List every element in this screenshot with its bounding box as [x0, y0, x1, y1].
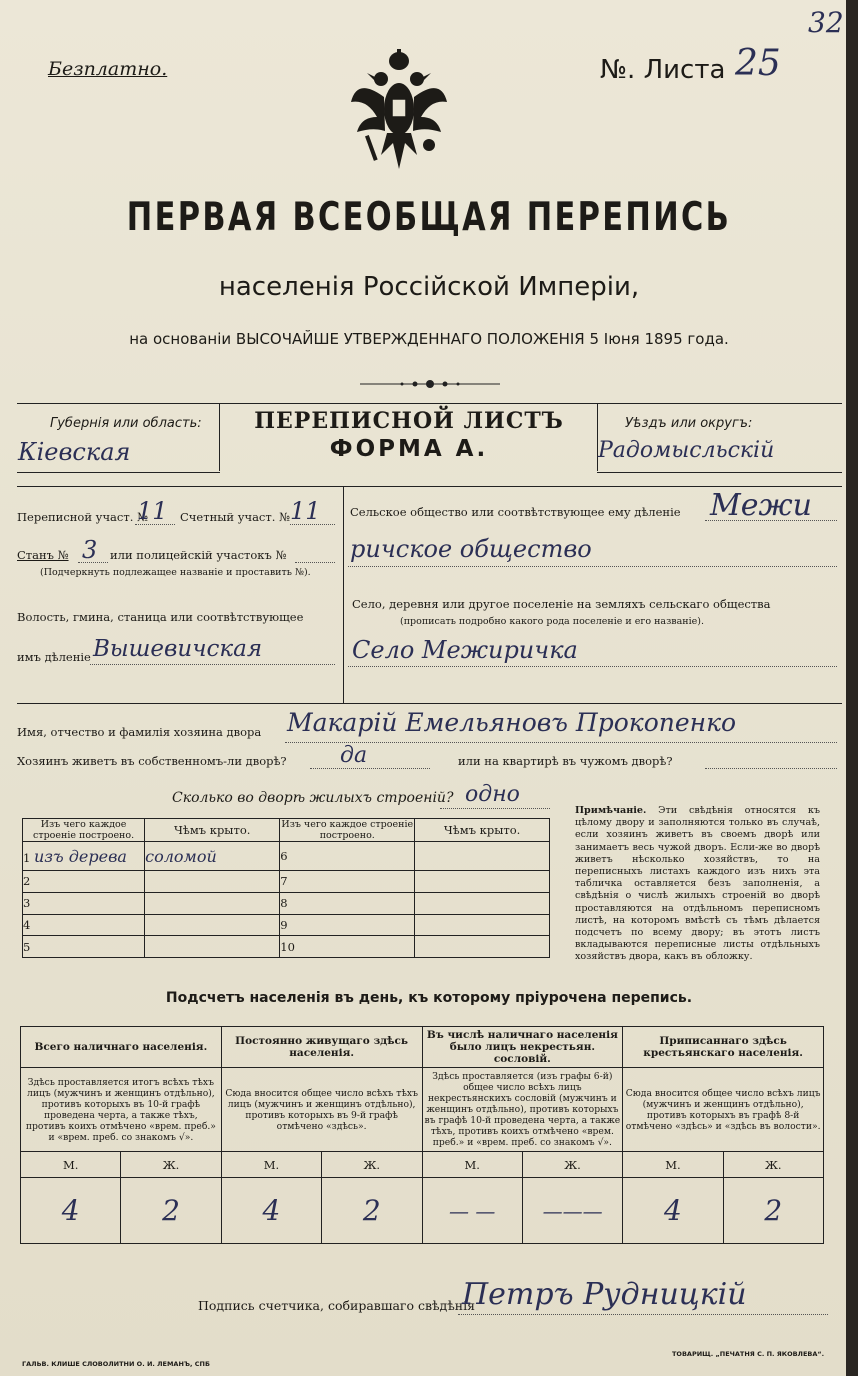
volost-line	[90, 664, 335, 665]
note-text: Эти свѣдѣнія относятся къ цѣлому двору и заполняются только въ случаѣ, если хозяинъ живетъ въ своемъ дворѣ или занимаетъ весь чужой дворъ. Если-же во дворѣ живетъ нѣсколько хозяйствъ, то на переписныхъ листахъ каждого изъ нихъ эта табличка оставляется безъ заполненія, а свѣдѣнія о числѣ жилыхъ строеній во дворѣ проставляются на отдѣльномъ переписномъ листѣ, на которомъ вмѣстѣ съ тѣмъ дѣлается подсчетъ по всему двору; въ этотъ листъ вкладываются переписные листы отдѣльныхъ хозяйствъ двора, какъ въ обложку.	[575, 805, 820, 963]
owner-name-value: Макарій Емельяновъ Прокопенко	[287, 708, 737, 737]
uchast-value: 11	[137, 497, 168, 525]
permanent-male: 4	[221, 1178, 321, 1244]
row-roof	[145, 871, 280, 893]
stan-value: 3	[82, 536, 98, 564]
row-number: 10	[280, 936, 415, 958]
stan-line	[78, 562, 108, 563]
section-divider	[343, 486, 344, 703]
uezd-value: Радомысльскій	[598, 438, 775, 463]
signature-line	[458, 1314, 828, 1315]
nonpeasant-female: ———	[522, 1178, 622, 1244]
note-title: Примѣчаніе.	[575, 805, 647, 816]
row-roof	[145, 892, 280, 914]
section-rule-bottom	[17, 703, 842, 704]
row-roof: соломой	[145, 842, 280, 871]
uezd-label: Уѣздъ или округъ:	[625, 416, 753, 431]
signature-label: Подпись счетчика, собиравшаго свѣдѣнія	[198, 1298, 475, 1313]
nonpeasant-male: — —	[422, 1178, 522, 1244]
census-decree-line: на основаніи ВЫСОЧАЙШЕ УТВЕРЖДЕННАГО ПОЛОЖЕНІЯ 5 Іюня 1895 года.	[129, 330, 729, 348]
obshchestvo-line-1	[705, 520, 837, 521]
m-label: М.	[623, 1152, 723, 1178]
police-line	[295, 562, 335, 563]
volost-label: Волость, гмина, станица или соотвѣтствующее	[17, 610, 304, 624]
stan-label-alt: или полицейскій участокъ №	[110, 548, 287, 562]
peasant-male: 4	[623, 1178, 723, 1244]
owner-rent-line	[705, 768, 837, 769]
row-number: 7	[280, 871, 415, 893]
form-title: ПЕРЕПИСНОЙ ЛИСТЪ	[254, 408, 564, 434]
buildings-value: одно	[465, 782, 520, 807]
col-roof-head: Чѣмъ крыто.	[145, 819, 280, 842]
obshchestvo-value-1: Межи	[710, 488, 812, 523]
summary-title: Подсчетъ населенія въ день, къ которому пріурочена перепись.	[165, 990, 693, 1006]
owner-name-line	[285, 742, 837, 743]
row-roof	[415, 842, 550, 871]
volost-label-2: имъ дѣленіе	[17, 650, 91, 664]
summary-desc-2: Сюда вносится общее число всѣхъ тѣхъ лицъ (мужчинъ и женщинъ отдѣльно), противъ которыхъ въ 9-й графѣ отмѣчено «здѣсь».	[221, 1068, 422, 1152]
row-roof	[415, 892, 550, 914]
schet-label: Счетный участ. №	[180, 510, 290, 524]
stan-label: Станъ №	[17, 548, 69, 562]
row-roof	[145, 936, 280, 958]
sheet-number-value: 25	[735, 43, 781, 84]
row-roof	[415, 871, 550, 893]
f-label: Ж.	[522, 1152, 622, 1178]
obshchestvo-line-2	[348, 566, 837, 567]
table-row	[23, 842, 145, 871]
total-male: 4	[21, 1178, 121, 1244]
summary-desc-4: Сюда вносится общее число всѣхъ лицъ (мужчинъ и женщинъ отдѣльно), противъ которыхъ въ графѣ 8-й отмѣчено «здѣсь» и «здѣсь въ волости».	[623, 1068, 824, 1152]
schet-line	[290, 524, 335, 525]
corner-number: 32	[808, 6, 844, 39]
scan-edge	[846, 0, 858, 1376]
section-rule	[17, 486, 842, 487]
gubernia-value: Кіевская	[18, 438, 131, 466]
gubernia-label: Губернія или область:	[50, 416, 202, 431]
owner-name-label: Имя, отчество и фамилія хозяина двора	[17, 725, 262, 739]
volost-value: Вышевичская	[93, 636, 263, 662]
buildings-table	[22, 818, 550, 958]
summary-table	[20, 1026, 824, 1244]
f-label: Ж.	[322, 1152, 422, 1178]
selo-label: Село, деревня или другое поселеніе на земляхъ сельскаго общества	[352, 597, 771, 611]
obshchestvo-label: Сельское общество или соотвѣтствующее ему дѣленіе	[350, 505, 681, 519]
selo-note: (прописать подробно какого рода поселеніе и его названіе).	[400, 616, 704, 627]
m-label: М.	[21, 1152, 121, 1178]
owner-lives-value: да	[340, 743, 368, 768]
summary-head-4: Приписаннаго здѣсь крестьянскаго населенія.	[623, 1027, 824, 1068]
row-material: изъ дерева	[33, 846, 127, 866]
m-label: М.	[221, 1152, 321, 1178]
row-number: 1	[23, 850, 31, 865]
census-subtitle: населенія Россійской Имперіи,	[218, 272, 640, 302]
summary-desc-1: Здѣсь проставляется итогъ всѣхъ тѣхъ лицъ (мужчинъ и женщинъ отдѣльно), противъ которыхъ въ 10-й графѣ проведена черта, а также тѣхъ, противъ коихъ отмѣчено «врем. преб.» и «врем. преб. со знакомъ √».	[21, 1068, 222, 1152]
owner-lives-label: Хозяинъ живетъ въ собственномъ-ли дворѣ?	[17, 754, 287, 768]
col-roof-head-2: Чѣмъ крыто.	[415, 819, 550, 842]
owner-lives-line	[310, 768, 430, 769]
selo-line	[348, 666, 837, 667]
row-number: 4	[23, 914, 145, 936]
uezd-rule	[597, 472, 842, 473]
summary-head-2: Постоянно живущаго здѣсь населенія.	[221, 1027, 422, 1068]
row-number: 2	[23, 871, 145, 893]
peasant-female: 2	[723, 1178, 823, 1244]
gratis-label: Безплатно.	[48, 58, 168, 80]
row-number: 8	[280, 892, 415, 914]
summary-desc-3: Здѣсь проставляется (изъ графы 6-й) общее число всѣхъ лицъ некрестьянскихъ сословій (мужчинъ и женщинъ отдѣльно), противъ которыхъ въ графѣ 10-й проведена черта, а также тѣхъ, противъ коихъ отмѣчено «врем. преб.» и «врем. преб. со знакомъ √».	[422, 1068, 623, 1152]
row-roof	[145, 914, 280, 936]
uchast-label: Переписной участ. №	[17, 510, 148, 524]
obshchestvo-value-2: ричское общество	[350, 535, 592, 563]
buildings-note	[575, 805, 820, 964]
owner-lives-label-2: или на квартирѣ въ чужомъ дворѣ?	[458, 754, 673, 768]
uchast-line	[135, 524, 175, 525]
row-number: 5	[23, 936, 145, 958]
row-number: 6	[280, 842, 415, 871]
permanent-female: 2	[322, 1178, 422, 1244]
schet-value: 11	[290, 497, 321, 525]
row-number: 3	[23, 892, 145, 914]
total-female: 2	[121, 1178, 221, 1244]
col-material-head: Изъ чего каждое строеніе построено.	[23, 819, 145, 842]
stan-note: (Подчеркнуть подлежащее названіе и проставить №).	[40, 567, 311, 578]
row-roof	[415, 936, 550, 958]
f-label: Ж.	[121, 1152, 221, 1178]
f-label: Ж.	[723, 1152, 823, 1178]
m-label: М.	[422, 1152, 522, 1178]
row-roof	[415, 914, 550, 936]
selo-value: Село Межиричка	[352, 636, 578, 664]
buildings-label: Сколько во дворѣ жилыхъ строеній?	[172, 790, 454, 806]
sheet-number-label: №. Листа	[600, 55, 726, 85]
form-subtitle: ФОРМА А.	[329, 436, 489, 462]
printer-right: ТОВАРИЩ. „ПЕЧАТНЯ С. П. ЯКОВЛЕВА“.	[672, 1350, 825, 1358]
summary-head-3: Въ числѣ наличнаго населенія было лицъ некрестьян. сословій.	[422, 1027, 623, 1068]
ornament-divider	[360, 378, 500, 390]
census-title: ПЕРВАЯ ВСЕОБЩАЯ ПЕРЕПИСЬ	[126, 195, 732, 240]
row-number: 9	[280, 914, 415, 936]
buildings-line	[440, 808, 550, 809]
summary-head-1: Всего наличнаго населенія.	[21, 1027, 222, 1068]
gubernia-rule	[17, 472, 220, 473]
double-headed-eagle-icon	[347, 47, 451, 177]
col-material-head-2: Изъ чего каждое строеніе построено.	[281, 819, 414, 841]
signature-value: Петръ Рудницкій	[462, 1277, 747, 1312]
printer-left: ГАЛЬВ. КЛИШЕ СЛОВОЛИТНИ О. И. ЛЕМАНЪ, СПБ	[22, 1360, 210, 1368]
